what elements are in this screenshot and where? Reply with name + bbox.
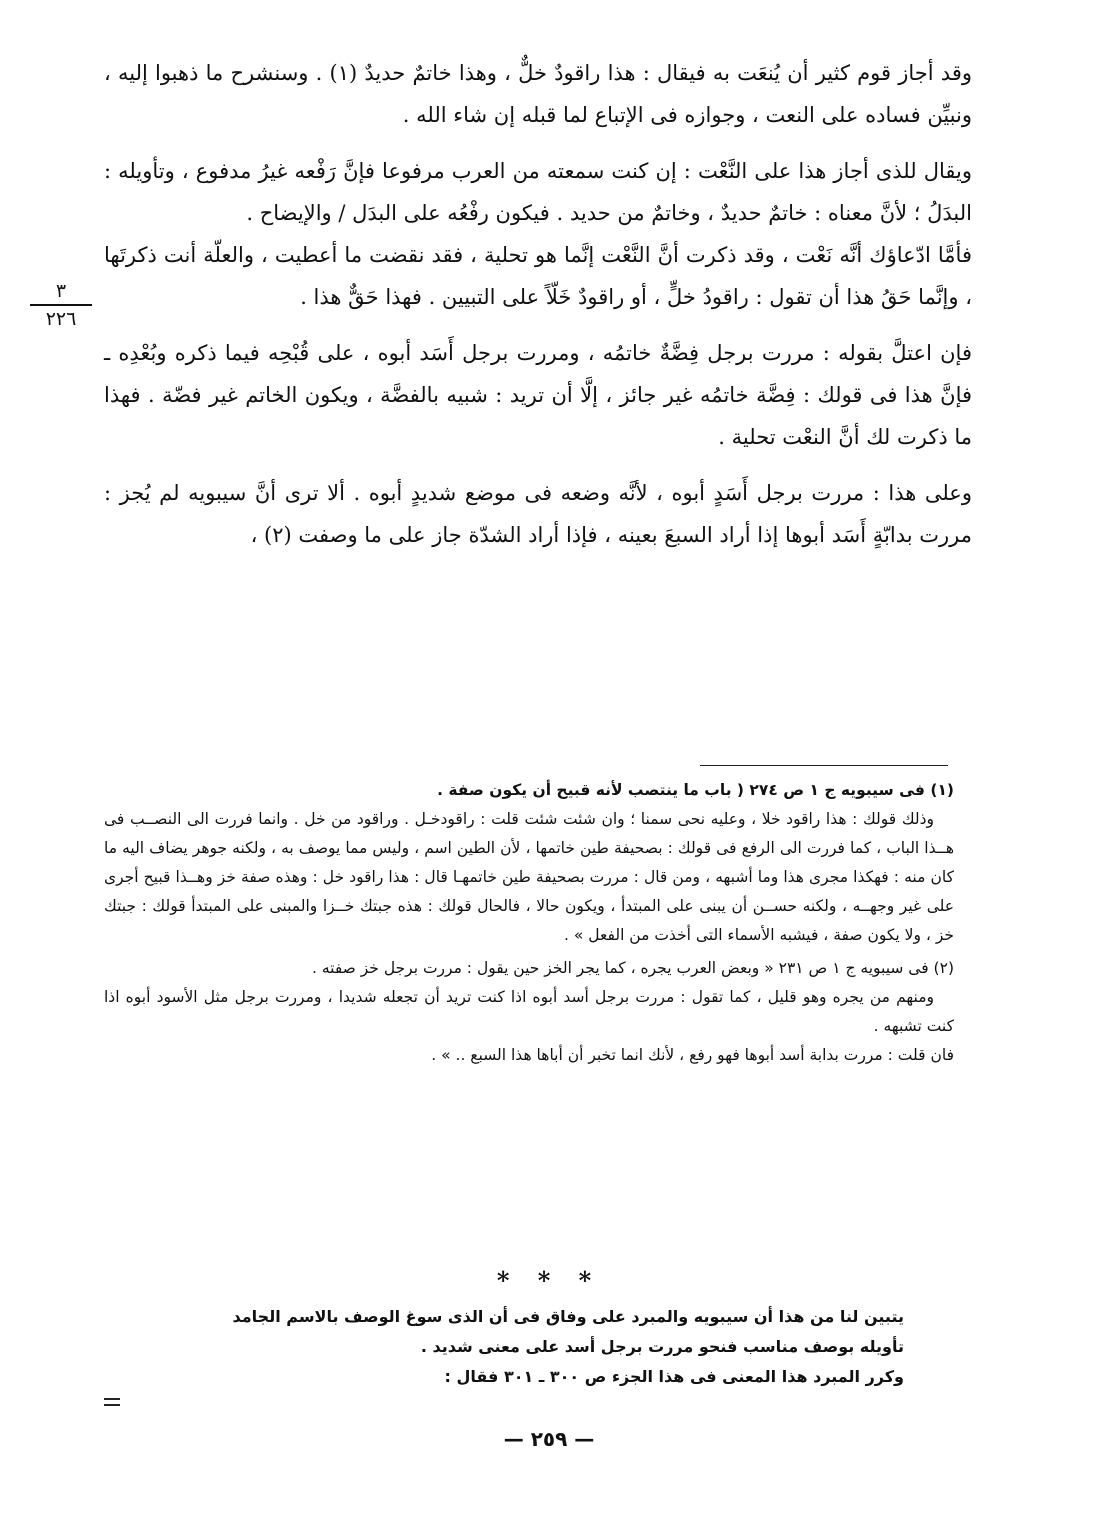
- margin-reference-bottom: ٢٢٦: [45, 308, 77, 330]
- footnote-line: صفة ، فيشبه الأسماء التى أخذت من الفعل » .: [564, 926, 863, 944]
- summary-line: وكرر المبرد هذا المعنى فى هذا الجزء ص ٣٠٠ ـ ٣٠١ فقال :: [444, 1367, 904, 1386]
- footnote-line: منه : فهكذا مجرى هذا وما أشبهه ، ومن قال : مررت بصحيفة طين خاتمهـا قال : هذا راقود: [349, 868, 926, 886]
- footnote-2-end: [104, 1041, 954, 1070]
- summary-line: يتبين لنا من هذا أن سيبويه والمبرد على وفاق فى أن الذى سوغ الوصف بالاسم الجامد: [232, 1307, 904, 1326]
- footnote-line: خل : وهذه صفة خز وهــذا قبيح أجرى على غير وجهــه ، ولكنه حســن أن يبنى على المبتدأ ،: [104, 868, 955, 915]
- main-text: [104, 52, 972, 556]
- continuation-mark: [104, 1398, 120, 1406]
- footnote-line: برجل خز صفته .: [311, 959, 419, 977]
- footnote-line: وذلك قولك : هذا راقود خلا ، وعليه نحى سمنا ؛ وان شئت شئت قلت : راقودخـل .: [404, 810, 934, 828]
- footnote-line: فان قلت : مررت بدابة أسد أبوها فهو رفع ، لأنك انما تخبر أن أباها هذا السبع .. » .: [431, 1046, 954, 1064]
- page-number: — ٢٥٩ —: [503, 1427, 595, 1451]
- footnote-line: بصحيفة طين خاتمها ، لأن الطين اسم ، وليس مما يوصف به ، ولكنه جوهر يضاف اليه ما كان: [104, 839, 955, 886]
- text-line: / والإيضاح .: [246, 201, 346, 225]
- footnote-1: [104, 776, 954, 805]
- text-line: فإن اعتلَّ بقوله : مررت برجل فِضَّةٌ خاتمُه ، ومررت برجل أَسَد أبوه ، على قُبْحِه فيما ذكره: [174, 341, 972, 365]
- paragraph: [104, 234, 972, 318]
- text-line: ما ذهبوا إليه ، ونبيِّن فساده على النعت ، وجوازه فى الإتباع لما قبله إن شاء الله .: [104, 61, 972, 127]
- footnote-2-body: [104, 983, 954, 1041]
- text-line: والعلّة أنت ذكرتَها ، وإنَّما حَقُ هذا أن تقول : راقودُ خلٍّ ، أو راقودٌ خَلّاً على التبيين . فهذا: [104, 243, 972, 309]
- section-stars: * * *: [496, 1266, 602, 1295]
- text-line: حَقٌّ هذا .: [300, 285, 379, 309]
- editor-summary: [104, 1302, 904, 1392]
- footnote-line: (٢) فى سيبويه ج ١ ص ٢٣١ « وبعض العرب يجره ، كما يجر الخز حين يقول : مررت: [422, 959, 954, 977]
- margin-page-reference: [30, 280, 92, 330]
- text-line: فأمَّا ادّعاؤك أنَّه نَعْت ، وقد ذكرت أنَّ النَّعْت إنَّما هو تحلية ، فقد نقضت ما أعطيت ،: [261, 243, 972, 267]
- summary-line: تأويله بوصف مناسب فنحو مررت برجل أسد على معنى شديد .: [420, 1337, 904, 1356]
- footnotes: [104, 776, 954, 1070]
- paragraph: [104, 332, 972, 458]
- footnote-line: ومنهم من يجره وهو قليل ، كما تقول : مررت برجل أسد أبوه اذا كنت تريد أن تجعله: [382, 988, 934, 1006]
- footnote-line: ويكون حالا ، فالحال قولك : هذه جبتك خــزا والمبنى على المبتدأ قولك : جبتك خز ، ولا يكون: [104, 897, 954, 944]
- text-line: لم يُجز : مررت بدابّةٍ أَسَد أبوها إذا أراد السبعَ بعينه ، فإذا أراد الشدّة جاز على ما وصفت (٢) ،: [104, 481, 972, 547]
- footnote-line: (١) فى سيبويه ج ١ ص ٢٧٤ ( باب ما ينتصب لأنه قبيح أن يكون صفة .: [437, 781, 954, 799]
- paragraph: [104, 150, 972, 234]
- paragraph: [104, 472, 972, 556]
- footnote-1-body: [104, 805, 954, 950]
- text-line: وعلى هذا : مررت برجل أَسَدٍ أبوه ، لأنَّه وضعه فى موضع شديدٍ أبوه . ألا ترى أنَّ سيبويه: [188, 481, 972, 505]
- footnote-separator: [700, 765, 948, 766]
- margin-reference-top: ٣: [30, 280, 92, 306]
- paragraph: [104, 52, 972, 136]
- text-line: وتأويله : البدَلُ ؛ لأنَّ معناه : خاتمٌ حديدٌ ، وخاتمٌ من حديد . فيكون رفْعُه على البدَل: [104, 159, 972, 225]
- text-line: وقد أجاز قوم كثير أن يُنعَت به فيقال : هذا راقودٌ خلٌّ ، وهذا خاتمٌ حديدٌ (١) . وسنشرح: [230, 61, 972, 85]
- text-line: الخاتم غير فضّة . فهذا ما ذكرت لك أنَّ النعْت تحلية .: [104, 383, 972, 449]
- text-line: وبُعْدِه ـ فإنَّ هذا فى قولك : فِضَّة خاتمُه غير جائز ، إلَّا أن تريد : شبيه بالفضَّة ، ويكون: [104, 341, 973, 407]
- footnote-2: [104, 954, 954, 983]
- footnote-line: وراقود من خل . وانما فررت الى النصــب فى هــذا الباب ، كما فررت الى الرفع فى قولك :: [104, 810, 954, 857]
- text-line: ويقال للذى أجاز هذا على النَّعْت : إن كنت سمعته من العرب مرفوعا فإنَّ رَفْعه غيرُ مدفوع ،: [181, 159, 973, 183]
- footnote-line: شديدا ، ومررت برجل مثل الأسود أبوه اذا كنت تشبهه .: [104, 988, 954, 1035]
